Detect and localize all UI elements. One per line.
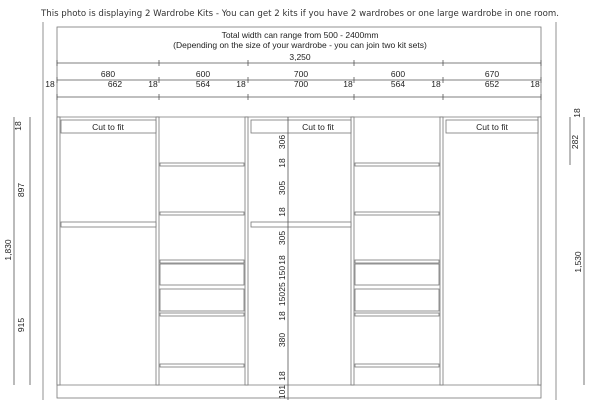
side-panel (351, 117, 354, 385)
header-line2: (Depending on the size of your wardrobe - you can join two kit sets) (173, 40, 427, 50)
section-width: 700 (293, 69, 309, 79)
cabinet-panels (57, 117, 541, 385)
header-line1: Total width can range from 500 - 2400mm (221, 30, 379, 40)
panel-thickness: 18 (530, 79, 540, 89)
total-width: 3,250 (289, 52, 311, 62)
caption: This photo is displaying 2 Wardrobe Kits - You can get 2 kits if you have 2 wardrobes or one large wardrobe in one room. (41, 9, 559, 19)
side-panel (156, 117, 159, 385)
shelf (160, 260, 244, 263)
shelf (160, 163, 244, 166)
side-panel (538, 117, 541, 385)
left-dim-lower: 915 (16, 317, 26, 333)
rail-label: Cut to fit (92, 122, 124, 132)
inner-width: 652 (484, 79, 500, 89)
shelf (160, 364, 244, 367)
rail-label: Cut to fit (476, 122, 508, 132)
center-dim-value: 18 (277, 371, 287, 381)
drawer (355, 289, 439, 311)
left-dim-top: 18 (13, 121, 23, 131)
center-dim-value: 305 (277, 180, 287, 196)
inner-width: 564 (195, 79, 211, 89)
shelf (355, 163, 439, 166)
section-width: 600 (390, 69, 406, 79)
right-dim-top: 18 (572, 108, 582, 118)
hanging-rail (446, 120, 538, 133)
hanging-rail (251, 120, 351, 133)
panel-thickness: 18 (148, 79, 158, 89)
section-width: 670 (484, 69, 500, 79)
center-dim-value: 101 (277, 384, 287, 400)
right-dim-upper: 282 (570, 134, 580, 150)
hanging-rail-lower (61, 222, 156, 227)
center-dim-value: 305 (277, 230, 287, 246)
center-dim-value: 150 (277, 265, 287, 281)
drawer (160, 264, 244, 285)
center-dim-value: 150 (277, 291, 287, 307)
left-dim-upper: 897 (16, 182, 26, 198)
shelf (355, 260, 439, 263)
shelf (160, 313, 244, 316)
hanging-rail (61, 120, 156, 133)
center-dim-value: 380 (277, 332, 287, 348)
shelf (355, 313, 439, 316)
hanging-rail-lower (251, 222, 351, 227)
center-dim-value: 18 (277, 158, 287, 168)
panel-thickness: 18 (236, 79, 246, 89)
right-dim-total: 1,530 (573, 251, 583, 273)
center-dim-value: 25 (277, 282, 287, 292)
section-width: 600 (195, 69, 211, 79)
section-width: 680 (100, 69, 116, 79)
shelf (355, 212, 439, 215)
center-dim-value: 18 (277, 207, 287, 217)
center-dim-value: 18 (277, 255, 287, 265)
panel-thickness: 18 (45, 79, 55, 89)
inner-width: 662 (107, 79, 123, 89)
rail-label: Cut to fit (302, 122, 334, 132)
panel-thickness: 18 (343, 79, 353, 89)
drawer (160, 289, 244, 311)
inner-width: 700 (293, 79, 309, 89)
side-panel (245, 117, 248, 385)
center-dim-value: 306 (277, 134, 287, 150)
inner-width: 564 (390, 79, 406, 89)
panel-thickness: 18 (431, 79, 441, 89)
center-dim-value: 18 (277, 311, 287, 321)
drawer (355, 264, 439, 285)
shelf (160, 212, 244, 215)
side-panel (57, 117, 60, 385)
shelf (355, 364, 439, 367)
left-dim-total: 1,830 (3, 239, 13, 261)
side-panel (440, 117, 443, 385)
